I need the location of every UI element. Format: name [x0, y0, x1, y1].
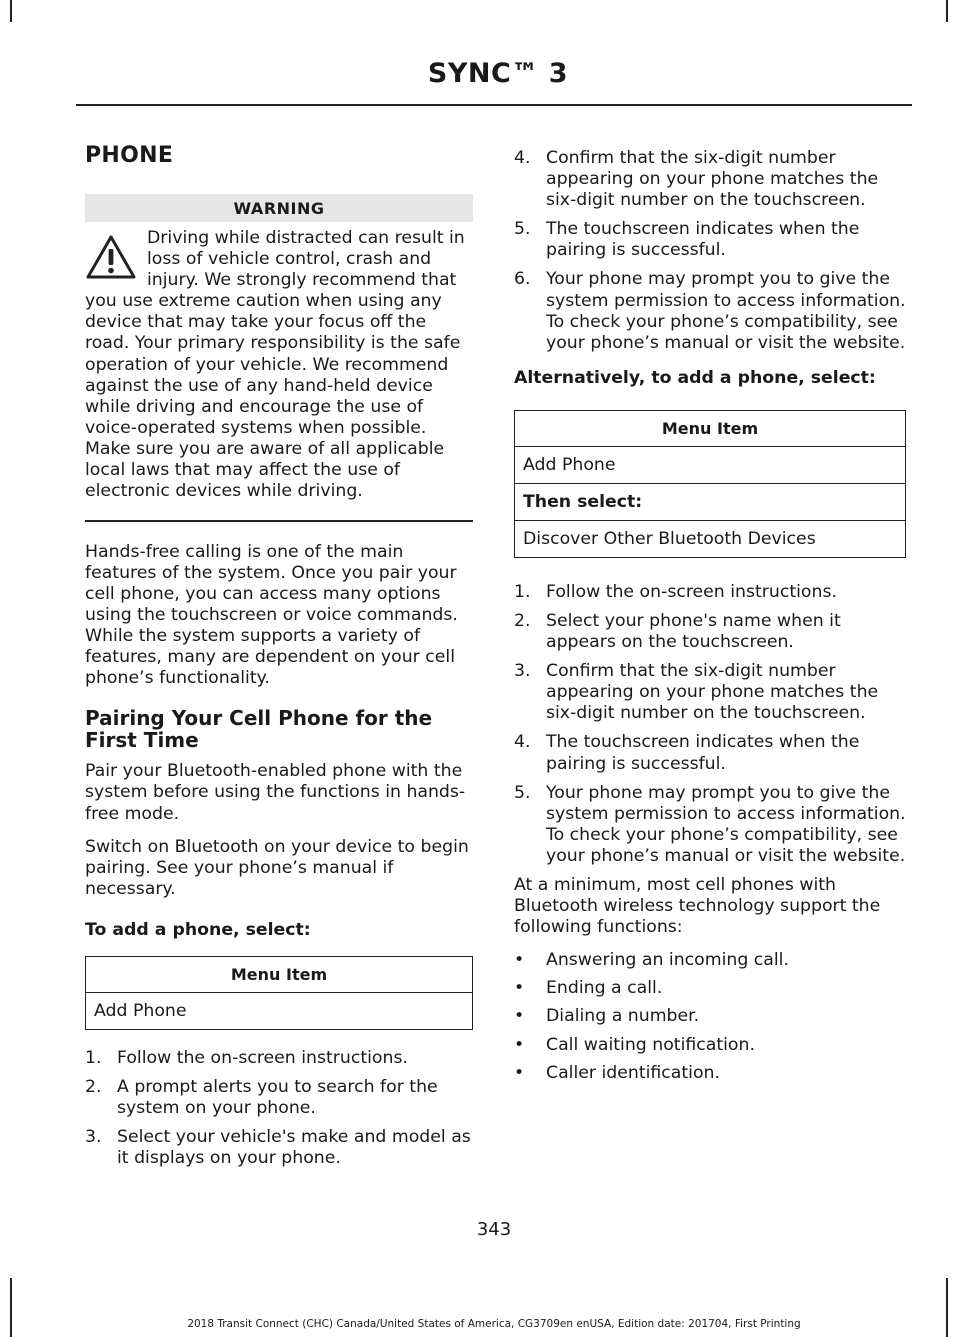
table-cell: Add Phone: [86, 992, 473, 1029]
chapter-title: SYNC™ 3: [427, 58, 568, 89]
list-item: • Dialing a number.: [514, 1006, 700, 1027]
warning-box: [85, 228, 473, 502]
section-title: PHONE: [85, 143, 174, 168]
list-item: 3. Confirm that the six-digit number appearing on your phone matches the six-digit number on the touchscreen.: [514, 661, 879, 724]
functions-intro: At a minimum, most cell phones with Bluetooth wireless technology support the following functions:: [514, 874, 881, 938]
steps-list: [85, 1048, 473, 1169]
warning-text: Driving while distracted can result in loss of vehicle control, crash and injury. We strongly recommend that you use extreme caution when using any device that may take your focus off the road. Your primary responsibility is the safe operation of your vehicle. We recommend against the use of any hand-held device while driving and encourage the use of voice-operated systems when possible. Make sure you are aware of all applicable local laws that may affect the use of electronic devices while driving.: [85, 228, 465, 502]
list-item: 2. A prompt alerts you to search for the system on your phone.: [85, 1077, 438, 1119]
list-item: 4. Confirm that the six-digit number appearing on your phone matches the six-digit number on the touchscreen.: [514, 148, 879, 211]
table-header: Menu Item: [86, 956, 473, 992]
header-rule: [76, 104, 912, 106]
alt-add-phone-label: Alternatively, to add a phone, select:: [514, 367, 876, 388]
menu-table: [85, 956, 473, 1030]
pairing-paragraph-2: Switch on Bluetooth on your device to begin pairing. See your phone’s manual if necessary.: [85, 836, 469, 899]
add-phone-label: To add a phone, select:: [85, 919, 311, 940]
warning-rule: [85, 520, 473, 522]
warning-label: WARNING: [85, 194, 473, 222]
list-item: • Answering an incoming call.: [514, 950, 789, 971]
list-item: 5. Your phone may prompt you to give the system permission to access information. To check your phone’s compatibility, see your phone’s manual or visit the website.: [514, 782, 906, 866]
list-item: • Caller identification.: [514, 1062, 720, 1083]
list-item: 1. Follow the on-screen instructions.: [514, 581, 837, 602]
list-item: 6. Your phone may prompt you to give the system permission to access information. To check your phone’s compatibility, see your phone’s manual or visit the website.: [514, 269, 906, 353]
intro-paragraph: Hands-free calling is one of the main features of the system. Once you pair your cell phone, you can access many options using the touchscreen or voice commands. While the system supports a variety of features, many are dependent on your cell phone’s functionality.: [85, 541, 458, 689]
pairing-paragraph-1: Pair your Bluetooth-enabled phone with the system before using the functions in hands-free mode.: [85, 761, 466, 824]
warning-triangle-icon: [85, 234, 137, 280]
menu-table-alt: [514, 410, 906, 558]
left-column: [85, 143, 473, 1177]
crop-mark: [10, 0, 12, 22]
table-cell: Then select:: [515, 483, 906, 520]
steps-list-alt: [514, 582, 906, 867]
list-item: 3. Select your vehicle's make and model as it displays on your phone.: [85, 1127, 471, 1169]
list-item: 5. The touchscreen indicates when the pairing is successful.: [514, 219, 860, 261]
functions-list: [514, 950, 906, 1083]
page-number: 343: [476, 1219, 512, 1240]
crop-mark: [946, 0, 948, 22]
list-item: 1. Follow the on-screen instructions.: [85, 1047, 408, 1068]
table-header: Menu Item: [515, 410, 906, 446]
list-item: • Call waiting notification.: [514, 1034, 755, 1055]
steps-list-continued: [514, 148, 906, 354]
table-cell: Discover Other Bluetooth Devices: [515, 520, 906, 557]
right-column: [514, 148, 906, 1091]
footer-text: 2018 Transit Connect (CHC) Canada/United States of America, CG3709en enUSA, Edition date: 201704, First Printing: [187, 1318, 801, 1330]
list-item: 4. The touchscreen indicates when the pairing is successful.: [514, 732, 860, 774]
list-item: 2. Select your phone's name when it appears on the touchscreen.: [514, 610, 841, 653]
pairing-heading: Pairing Your Cell Phone for the First Time: [85, 706, 433, 753]
table-cell: Add Phone: [515, 446, 906, 483]
list-item: • Ending a call.: [514, 978, 663, 999]
